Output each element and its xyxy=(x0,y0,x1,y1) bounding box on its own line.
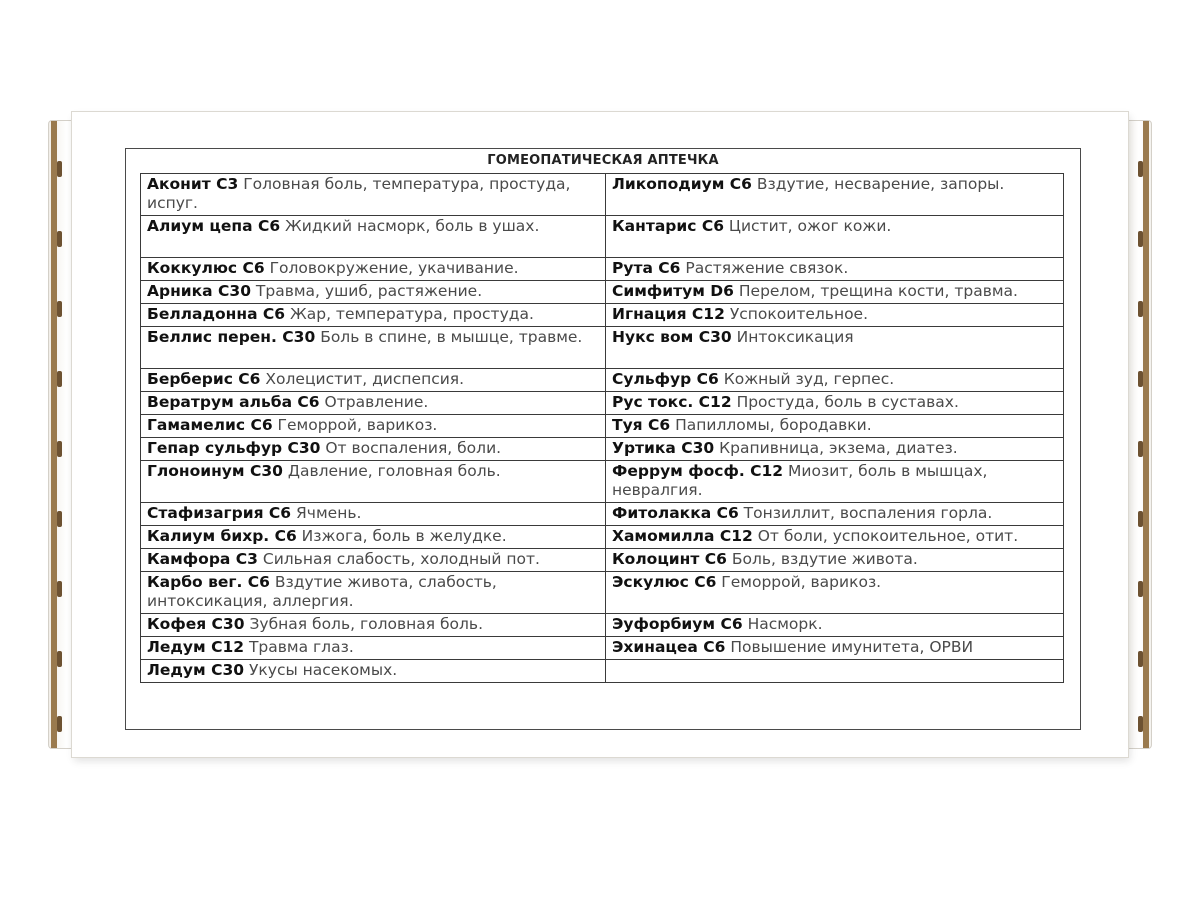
remedy-description: Папилломы, бородавки. xyxy=(675,416,872,434)
remedy-description: Цистит, ожог кожи. xyxy=(728,217,892,235)
remedy-description: Успокоительное. xyxy=(729,305,869,323)
remedy-description: Боль в спине, в мышце, травме. xyxy=(320,328,583,346)
remedy-cell-left xyxy=(141,415,606,438)
remedy-name: Карбо вег. С6 xyxy=(147,573,270,591)
remedy-name: Хамомилла С12 xyxy=(612,527,753,545)
remedy-name: Белладонна С6 xyxy=(147,305,286,323)
remedy-description: Ячмень. xyxy=(296,504,362,522)
remedy-cell-right xyxy=(606,415,1064,438)
table-row xyxy=(141,392,1064,415)
remedy-name: Берберис С6 xyxy=(147,370,261,388)
table-row xyxy=(141,660,1064,683)
remedy-description: Зубная боль, головная боль. xyxy=(249,615,483,633)
remedy-description: Травма глаз. xyxy=(248,638,354,656)
remedy-description: Геморрой, варикоз. xyxy=(277,416,438,434)
table-row xyxy=(141,304,1064,327)
remedy-cell-left xyxy=(141,369,606,392)
remedy-cell-left xyxy=(141,503,606,526)
remedy-name: Беллис перен. С30 xyxy=(147,328,316,346)
remedy-cell-left xyxy=(141,637,606,660)
remedy-description: Перелом, трещина кости, травма. xyxy=(738,282,1018,300)
remedy-cell-right xyxy=(606,572,1064,614)
remedy-description: Жидкий насморк, боль в ушах. xyxy=(285,217,540,235)
remedy-cell-left xyxy=(141,258,606,281)
remedy-cell-right xyxy=(606,660,1064,683)
remedy-name: Игнация С12 xyxy=(612,305,725,323)
remedy-cell-left xyxy=(141,174,606,216)
label-title: ГОМЕОПАТИЧЕСКАЯ АПТЕЧКА xyxy=(487,153,719,168)
remedy-cell-left xyxy=(141,438,606,461)
remedy-cell-left xyxy=(141,549,606,572)
remedy-name: Арника С30 xyxy=(147,282,251,300)
remedy-description: Давление, головная боль. xyxy=(287,462,501,480)
remedy-name: Камфора С3 xyxy=(147,550,258,568)
remedy-cell-right xyxy=(606,549,1064,572)
remedy-description: Вздутие живота, слабость, интоксикация, аллергия. xyxy=(147,573,497,610)
remedy-description: Укусы насекомых. xyxy=(248,661,398,679)
table-row xyxy=(141,526,1064,549)
table-row xyxy=(141,327,1064,369)
remedy-name: Вератрум альба С6 xyxy=(147,393,320,411)
remedy-name: Стафизагрия С6 xyxy=(147,504,292,522)
remedy-cell-right xyxy=(606,216,1064,258)
remedy-description: Жар, температура, простуда. xyxy=(290,305,534,323)
table-row xyxy=(141,174,1064,216)
remedy-cell-left xyxy=(141,614,606,637)
remedy-table xyxy=(140,173,1064,683)
remedy-name: Алиум цепа С6 xyxy=(147,217,281,235)
remedy-cell-right xyxy=(606,392,1064,415)
remedy-name: Калиум бихр. С6 xyxy=(147,527,297,545)
remedy-description: Вздутие, несварение, запоры. xyxy=(756,175,1005,193)
table-row xyxy=(141,461,1064,503)
remedy-name: Фитолакка С6 xyxy=(612,504,739,522)
remedy-cell-right xyxy=(606,327,1064,369)
remedy-cell-right xyxy=(606,369,1064,392)
table-row xyxy=(141,572,1064,614)
remedy-cell-right xyxy=(606,304,1064,327)
table-row xyxy=(141,614,1064,637)
remedy-cell-left xyxy=(141,461,606,503)
remedy-name: Туя С6 xyxy=(612,416,671,434)
remedy-cell-left xyxy=(141,526,606,549)
remedy-name: Гамамелис С6 xyxy=(147,416,273,434)
remedy-name: Ледум С12 xyxy=(147,638,245,656)
box-lid xyxy=(72,112,1128,757)
table-row xyxy=(141,637,1064,660)
table-row xyxy=(141,281,1064,304)
remedy-name: Феррум фосф. С12 xyxy=(612,462,784,480)
remedy-description: Повышение имунитета, ОРВИ xyxy=(730,638,974,656)
remedy-name: Ликоподиум С6 xyxy=(612,175,752,193)
remedy-name: Эхинацеа С6 xyxy=(612,638,726,656)
remedy-name: Эуфорбиум С6 xyxy=(612,615,743,633)
remedy-cell-right xyxy=(606,461,1064,503)
remedy-cell-left xyxy=(141,304,606,327)
remedy-name: Уртика С30 xyxy=(612,439,715,457)
remedy-name: Рус токс. С12 xyxy=(612,393,732,411)
remedy-description: Миозит, боль в мышцах, невралгия. xyxy=(612,462,988,499)
remedy-cell-left xyxy=(141,572,606,614)
remedy-label xyxy=(125,148,1081,730)
remedy-description: Холецистит, диспепсия. xyxy=(265,370,465,388)
remedy-description: Тонзиллит, воспаления горла. xyxy=(743,504,993,522)
remedy-name: Глоноинум С30 xyxy=(147,462,283,480)
remedy-name: Нукс вом С30 xyxy=(612,328,732,346)
remedy-name: Ледум С30 xyxy=(147,661,245,679)
remedy-name: Эскулюс С6 xyxy=(612,573,717,591)
table-row xyxy=(141,503,1064,526)
remedy-cell-right xyxy=(606,637,1064,660)
remedy-description: Простуда, боль в суставах. xyxy=(736,393,959,411)
remedy-name: Кофея С30 xyxy=(147,615,245,633)
remedy-name: Колоцинт С6 xyxy=(612,550,727,568)
remedy-description: Геморрой, варикоз. xyxy=(721,573,882,591)
remedy-description: Интоксикация xyxy=(736,328,854,346)
remedy-description: Головная боль, температура, простуда, испуг. xyxy=(147,175,571,212)
remedy-description: Растяжение связок. xyxy=(685,259,849,277)
remedy-description: Боль, вздутие живота. xyxy=(731,550,918,568)
remedy-description: Отравление. xyxy=(324,393,429,411)
remedy-cell-right xyxy=(606,503,1064,526)
table-row xyxy=(141,438,1064,461)
remedy-cell-right xyxy=(606,258,1064,281)
remedy-description: От боли, успокоительное, отит. xyxy=(757,527,1019,545)
remedy-name: Коккулюс С6 xyxy=(147,259,265,277)
remedy-description: Крапивница, экзема, диатез. xyxy=(719,439,958,457)
remedy-description: От воспаления, боли. xyxy=(325,439,502,457)
table-row xyxy=(141,549,1064,572)
remedy-description: Изжога, боль в желудке. xyxy=(301,527,507,545)
remedy-name: Аконит С3 xyxy=(147,175,239,193)
table-row xyxy=(141,258,1064,281)
remedy-cell-left xyxy=(141,327,606,369)
table-row xyxy=(141,369,1064,392)
remedy-cell-right xyxy=(606,614,1064,637)
remedy-cell-left xyxy=(141,216,606,258)
remedy-cell-left xyxy=(141,660,606,683)
remedy-name: Гепар сульфур С30 xyxy=(147,439,321,457)
remedy-description: Кожный зуд, герпес. xyxy=(723,370,895,388)
remedy-name: Кантарис С6 xyxy=(612,217,724,235)
remedy-cell-left xyxy=(141,392,606,415)
table-row xyxy=(141,216,1064,258)
remedy-cell-right xyxy=(606,174,1064,216)
remedy-description: Головокружение, укачивание. xyxy=(269,259,519,277)
remedy-cell-right xyxy=(606,526,1064,549)
medicine-box xyxy=(48,112,1152,757)
remedy-name: Рута С6 xyxy=(612,259,681,277)
remedy-description: Насморк. xyxy=(747,615,823,633)
remedy-description: Травма, ушиб, растяжение. xyxy=(255,282,483,300)
remedy-cell-right xyxy=(606,438,1064,461)
table-row xyxy=(141,415,1064,438)
remedy-cell-left xyxy=(141,281,606,304)
remedy-cell-right xyxy=(606,281,1064,304)
remedy-description: Сильная слабость, холодный пот. xyxy=(262,550,540,568)
remedy-name: Сульфур С6 xyxy=(612,370,719,388)
remedy-name: Симфитум D6 xyxy=(612,282,734,300)
